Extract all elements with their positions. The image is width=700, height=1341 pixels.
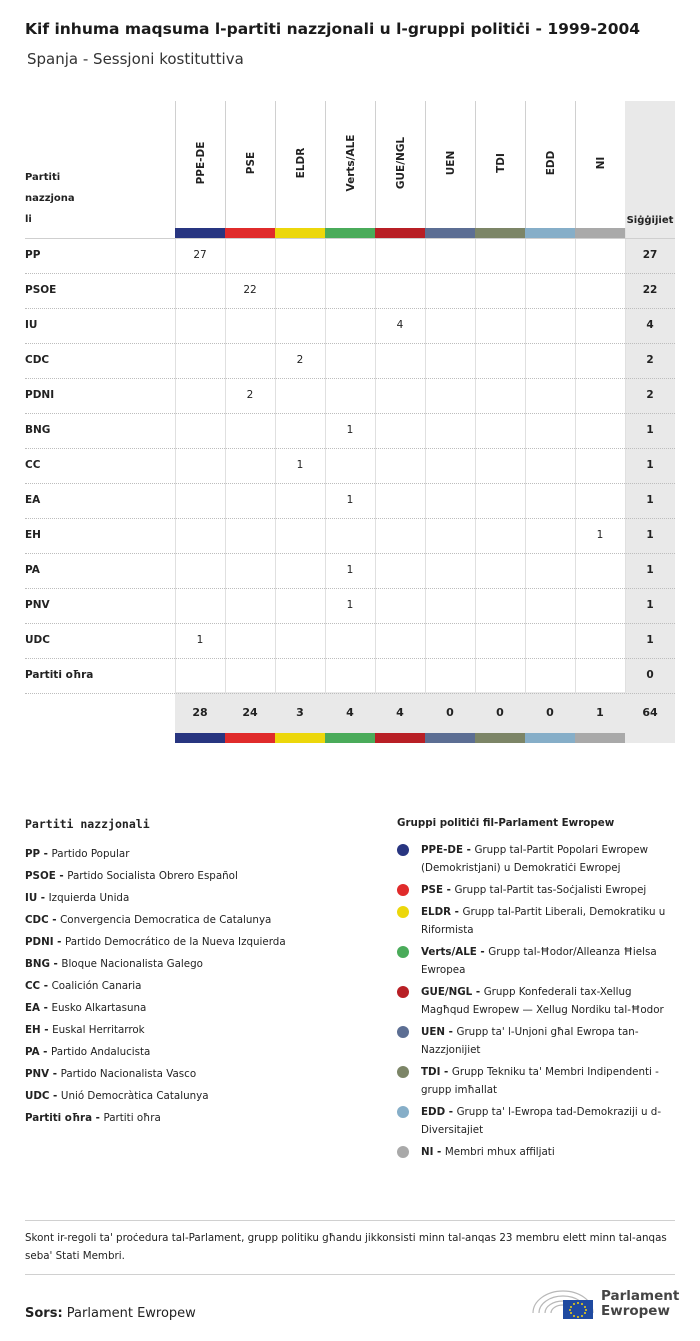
party-legend-abbr: PP - xyxy=(25,848,52,860)
source-label: Sors: xyxy=(25,1306,63,1321)
group-color-bar-top xyxy=(275,228,325,238)
party-legend-name: Eusko Alkartasuna xyxy=(51,1002,147,1014)
group-legend-name: Grupp tal-Partit tas-Soċjalisti Ewropej xyxy=(454,884,647,896)
note-bottom-divider xyxy=(25,1274,675,1275)
header-divider xyxy=(25,238,675,239)
group-legend-abbr: EDD - xyxy=(421,1106,457,1118)
party-legend-item xyxy=(25,1085,385,1107)
party-legend-item xyxy=(25,909,385,931)
group-color-bar-bottom xyxy=(375,733,425,743)
footer-group-total: 0 xyxy=(496,706,504,719)
party-legend-item xyxy=(25,1019,385,1041)
political-groups-legend-title: Gruppi politiċi fil-Parlament Ewropew xyxy=(397,817,615,829)
party-legend-abbr: UDC - xyxy=(25,1090,61,1102)
table-row-party: BNG xyxy=(25,424,51,436)
footer-group-total: 28 xyxy=(192,706,208,719)
national-parties-list xyxy=(25,843,385,1129)
party-column-header: Partiti nazzjona li xyxy=(25,172,75,225)
table-row-total: 1 xyxy=(646,564,654,576)
table-row-party: EH xyxy=(25,529,41,541)
table-row-total: 1 xyxy=(646,634,654,646)
national-parties-legend-title: Partiti nazzjonali xyxy=(25,817,150,831)
row-divider xyxy=(25,378,675,379)
group-legend-name: Grupp tal-Partit Liberali, Demokratiku u Riformista xyxy=(421,906,666,936)
group-color-dot-icon xyxy=(397,844,409,856)
political-groups-legend xyxy=(397,817,682,1165)
table-cell: 1 xyxy=(346,424,354,436)
party-legend-name: Coalición Canaria xyxy=(51,980,142,992)
group-legend-name: Membri mhux affiljati xyxy=(444,1146,555,1158)
group-color-bar-top xyxy=(475,228,525,238)
party-legend-abbr: IU - xyxy=(25,892,49,904)
group-color-dot-icon xyxy=(397,1146,409,1158)
group-header-label: PPE-DE xyxy=(194,141,207,185)
group-header-pse xyxy=(225,101,275,228)
group-header-eldr xyxy=(275,101,325,228)
group-header-label: EDD xyxy=(544,150,557,176)
group-color-dot-icon xyxy=(397,884,409,896)
group-legend-item xyxy=(397,983,682,1019)
party-legend-name: Unió Democràtica Catalunya xyxy=(60,1090,209,1102)
group-header-ni xyxy=(575,101,625,228)
group-color-bar-bottom xyxy=(525,733,575,743)
table-cell: 1 xyxy=(346,494,354,506)
footer-group-total: 4 xyxy=(396,706,404,719)
group-color-dot-icon xyxy=(397,906,409,918)
table-row-total: 1 xyxy=(646,494,654,506)
party-legend-abbr: Partiti oħra - xyxy=(25,1112,104,1124)
group-header-label: PSE xyxy=(244,151,257,175)
party-legend-name: Bloque Nacionalista Galego xyxy=(61,958,203,970)
group-color-bar-bottom xyxy=(425,733,475,743)
group-header-label: TDI xyxy=(494,153,507,173)
table-cell: 1 xyxy=(196,634,204,646)
party-legend-item xyxy=(25,953,385,975)
party-legend-item xyxy=(25,1041,385,1063)
table-cell: 1 xyxy=(296,459,304,471)
table-row-party: UDC xyxy=(25,634,50,646)
group-color-bar-top xyxy=(425,228,475,238)
footer-group-total: 1 xyxy=(596,706,604,719)
table-row-total: 27 xyxy=(642,249,658,261)
group-header-ppede xyxy=(175,101,225,228)
group-legend-item xyxy=(397,1023,682,1059)
party-legend-abbr: CDC - xyxy=(25,914,61,926)
party-legend-abbr: PNV - xyxy=(25,1068,61,1080)
party-legend-abbr: PSOE - xyxy=(25,870,68,882)
table-cell: 1 xyxy=(346,599,354,611)
party-legend-item xyxy=(25,887,385,909)
group-header-guengl xyxy=(375,101,425,228)
table-cell: 4 xyxy=(396,319,404,331)
footnote: Skont ir-regoli ta' proċedura tal-Parlament, grupp politiku għandu jikkonsisti minn tal-anqas 23 membru elett minn tal-anqas seba' Stati Membri. xyxy=(25,1232,667,1262)
table-row-total: 1 xyxy=(646,599,654,611)
group-header-uen xyxy=(425,101,475,228)
logo-text-line2: Ewropew xyxy=(601,1303,670,1319)
table-cell: 22 xyxy=(243,284,257,296)
group-color-dot-icon xyxy=(397,946,409,958)
party-legend-name: Partido Democrático de la Nueva Izquierda xyxy=(65,936,286,948)
source-line xyxy=(25,1306,196,1321)
table-row-total: 1 xyxy=(646,459,654,471)
row-divider xyxy=(25,343,675,344)
parliament-hemicycle-icon xyxy=(529,1283,599,1323)
group-legend-item xyxy=(397,881,682,899)
group-legend-item xyxy=(397,903,682,939)
group-color-dot-icon xyxy=(397,1026,409,1038)
group-header-label: UEN xyxy=(444,150,457,176)
party-legend-name: Partido Socialista Obrero Español xyxy=(67,870,238,882)
group-legend-item xyxy=(397,1143,682,1161)
party-legend-abbr: EA - xyxy=(25,1002,52,1014)
footer-group-total: 0 xyxy=(446,706,454,719)
table-row-party: EA xyxy=(25,494,41,506)
group-legend-abbr: TDI - xyxy=(421,1066,452,1078)
group-header-label: Verts/ALE xyxy=(344,134,357,192)
row-divider xyxy=(25,448,675,449)
note-top-divider xyxy=(25,1220,675,1221)
table-cell: 2 xyxy=(246,389,254,401)
group-color-bar-bottom xyxy=(225,733,275,743)
group-legend-name: Grupp tal-Ħodor/Alleanza Ħielsa Ewropea xyxy=(421,946,657,976)
group-legend-name: Grupp Tekniku ta' Membri Indipendenti - grupp imħallat xyxy=(421,1066,659,1096)
group-legend-name: Grupp tal-Partit Popolari Ewropew (Demokristjani) u Demokratiċi Ewropej xyxy=(421,844,648,874)
political-groups-list xyxy=(397,841,682,1161)
group-legend-name: Grupp Konfederali tax-Xellug Magħqud Ewropew — Xellug Nordiku tal-Ħodor xyxy=(421,986,664,1016)
table-row-party: IU xyxy=(25,319,38,331)
european-parliament-logo xyxy=(529,1283,679,1323)
party-legend-name: Partido Andalucista xyxy=(51,1046,151,1058)
party-legend-name: Partido Popular xyxy=(51,848,130,860)
group-header-vertsale xyxy=(325,101,375,228)
group-color-dot-icon xyxy=(397,1066,409,1078)
table-row-party: CC xyxy=(25,459,41,471)
table-row-total: 2 xyxy=(646,354,654,366)
table-cell: 27 xyxy=(193,249,207,261)
group-header-edd xyxy=(525,101,575,228)
group-header-tdi xyxy=(475,101,525,228)
party-legend-item xyxy=(25,1063,385,1085)
party-legend-name: Izquierda Unida xyxy=(48,892,130,904)
party-legend-abbr: CC - xyxy=(25,980,52,992)
group-color-bar-bottom xyxy=(275,733,325,743)
table-row-total: 22 xyxy=(642,284,658,296)
footer-group-total: 0 xyxy=(546,706,554,719)
group-color-bar-top xyxy=(325,228,375,238)
party-legend-name: Partiti oħra xyxy=(103,1112,161,1124)
party-legend-name: Convergencia Democratica de Catalunya xyxy=(60,914,272,926)
group-legend-abbr: PPE-DE - xyxy=(421,844,475,856)
national-parties-legend xyxy=(25,817,385,1129)
group-header-label: NI xyxy=(594,156,607,170)
party-legend-abbr: BNG - xyxy=(25,958,62,970)
table-row-party: PDNI xyxy=(25,389,55,401)
group-header-label: ELDR xyxy=(294,147,307,179)
table-row-total: 1 xyxy=(646,424,654,436)
group-color-bar-top xyxy=(375,228,425,238)
party-legend-item xyxy=(25,843,385,865)
page-title: Kif inhuma maqsuma l-partiti nazzjonali u l-gruppi politiċi - 1999-2004 xyxy=(25,20,641,38)
group-color-bar-top xyxy=(175,228,225,238)
group-legend-name: Grupp ta' l-Unjoni għal Ewropa tan-Nazzjonijiet xyxy=(421,1026,639,1056)
total-column-header: Siġġijiet xyxy=(626,215,674,226)
group-legend-item xyxy=(397,841,682,877)
row-divider xyxy=(25,623,675,624)
table-row-total: 2 xyxy=(646,389,654,401)
party-legend-name: Euskal Herritarrok xyxy=(52,1024,145,1036)
party-legend-item xyxy=(25,997,385,1019)
party-legend-item xyxy=(25,865,385,887)
party-legend-item xyxy=(25,931,385,953)
group-legend-abbr: UEN - xyxy=(421,1026,457,1038)
table-row-party: PNV xyxy=(25,599,50,611)
table-cell: 1 xyxy=(596,529,604,541)
seat-distribution-table xyxy=(25,101,675,743)
table-cell: 1 xyxy=(346,564,354,576)
group-legend-abbr: PSE - xyxy=(421,884,455,896)
table-row-total: 4 xyxy=(646,319,654,331)
table-row-total: 1 xyxy=(646,529,654,541)
footer-group-total: 3 xyxy=(296,706,304,719)
footer-group-total: 4 xyxy=(346,706,354,719)
group-legend-item xyxy=(397,1063,682,1099)
page-subtitle: Spanja - Sessjoni kostituttiva xyxy=(27,50,244,68)
party-legend-item xyxy=(25,1107,385,1129)
group-color-bar-bottom xyxy=(175,733,225,743)
group-legend-abbr: GUE/NGL - xyxy=(421,986,484,998)
group-legend-abbr: ELDR - xyxy=(421,906,463,918)
group-color-bar-top xyxy=(525,228,575,238)
group-color-bar-bottom xyxy=(475,733,525,743)
table-row-party: PA xyxy=(25,564,40,576)
footer-grand-total: 64 xyxy=(642,706,658,719)
row-divider xyxy=(25,308,675,309)
party-legend-abbr: PA - xyxy=(25,1046,52,1058)
party-legend-abbr: EH - xyxy=(25,1024,53,1036)
table-cell: 2 xyxy=(296,354,304,366)
group-color-bar-top xyxy=(575,228,625,238)
group-legend-abbr: NI - xyxy=(421,1146,445,1158)
logo-text-line1: Parlament xyxy=(601,1288,680,1304)
group-header-label: GUE/NGL xyxy=(394,136,407,190)
party-legend-name: Partido Nacionalista Vasco xyxy=(60,1068,197,1080)
table-row-party: CDC xyxy=(25,354,50,366)
table-row-party: PP xyxy=(25,249,41,261)
group-color-bar-top xyxy=(225,228,275,238)
group-legend-abbr: Verts/ALE - xyxy=(421,946,489,958)
group-legend-item xyxy=(397,1103,682,1139)
table-row-party: PSOE xyxy=(25,284,57,296)
source-value: Parlament Ewropew xyxy=(66,1306,196,1321)
group-legend-name: Grupp ta' l-Ewropa tad-Demokraziji u d-Diversitajiet xyxy=(421,1106,662,1136)
group-color-bar-bottom xyxy=(575,733,625,743)
party-legend-item xyxy=(25,975,385,997)
table-row-party: Partiti oħra xyxy=(25,669,94,681)
group-legend-item xyxy=(397,943,682,979)
group-color-dot-icon xyxy=(397,1106,409,1118)
group-color-dot-icon xyxy=(397,986,409,998)
row-divider xyxy=(25,658,675,659)
footer-group-total: 24 xyxy=(242,706,258,719)
table-row-total: 0 xyxy=(646,669,654,681)
logo-text xyxy=(601,1289,679,1319)
party-legend-abbr: PDNI - xyxy=(25,936,65,948)
group-color-bar-bottom xyxy=(325,733,375,743)
row-divider xyxy=(25,273,675,274)
